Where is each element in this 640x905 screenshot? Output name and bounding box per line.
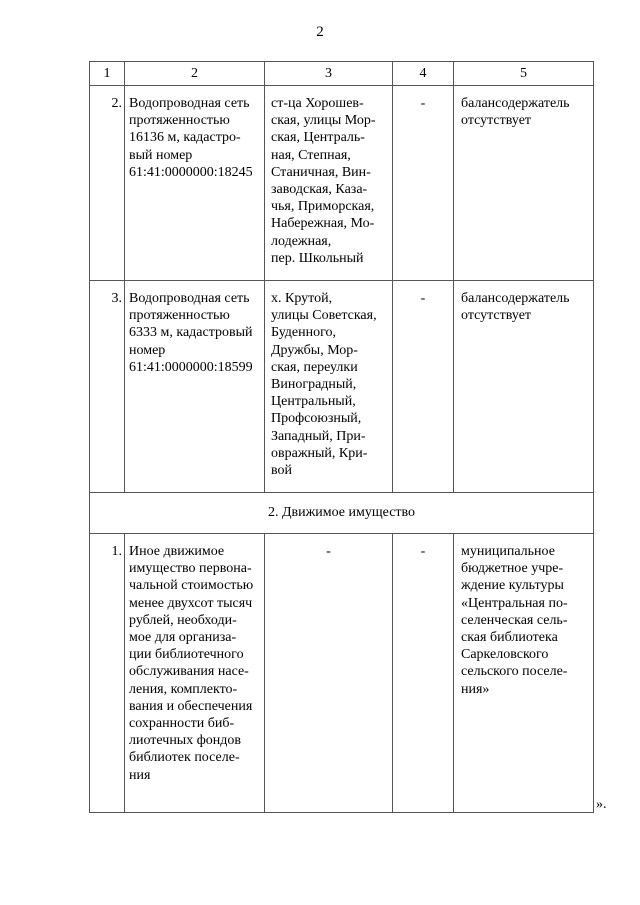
table-header-row [90, 62, 594, 86]
table-row [90, 534, 594, 813]
balance-holder: балансодержатель отсутствует [454, 86, 594, 281]
property-name: Водопроводная сеть протяженностью 6333 м, кадастровый номер 61:41:0000000:18599 [125, 281, 265, 493]
property-table [89, 61, 594, 813]
column-4-value: - [393, 86, 454, 281]
header-col-1: 1 [90, 62, 125, 86]
property-location: х. Крутой, улицы Советская, Буденного, Дружбы, Мор- ская, переулки Виноградный, Центральный, Профсоюзный, Западный, При- овражный, Кри- вой [265, 281, 393, 493]
section-row [90, 493, 594, 534]
property-name: Водопроводная сеть протяженностью 16136 м, кадастро- вый номер 61:41:0000000:18245 [125, 86, 265, 281]
row-number: 3. [90, 281, 125, 493]
table-row [90, 281, 594, 493]
property-location: - [265, 534, 393, 813]
table-row [90, 86, 594, 281]
column-4-value: - [393, 534, 454, 813]
header-col-4: 4 [393, 62, 454, 86]
section-title: 2. Движимое имущество [90, 493, 594, 534]
header-col-2: 2 [125, 62, 265, 86]
header-col-5: 5 [454, 62, 594, 86]
row-number: 2. [90, 86, 125, 281]
row-number: 1. [90, 534, 125, 813]
column-4-value: - [393, 281, 454, 493]
page-number: 2 [316, 24, 324, 40]
property-location: ст-ца Хорошев- ская, улицы Мор- ская, Централь- ная, Степная, Станичная, Вин- заводская, Каза- чья, Приморская, Набережная, Мо- лодежная, пер. Школьный [265, 86, 393, 281]
closing-quote-mark: ». [596, 797, 607, 812]
balance-holder: балансодержатель отсутствует [454, 281, 594, 493]
balance-holder: муниципальное бюджетное учре- ждение культуры «Центральная по- селенческая сель- ская библиотека Саркеловского сельского поселе- ния» [454, 534, 594, 813]
header-col-3: 3 [265, 62, 393, 86]
property-name: Иное движимое имущество первона- чальной стоимостью менее двухсот тысяч рублей, необходи- мое для организа- ции библиотечного обслуживания насе- ления, комплекто- вания и обеспечения сохранности биб- лиотечных фондов библиотек поселе- ния [125, 534, 265, 813]
